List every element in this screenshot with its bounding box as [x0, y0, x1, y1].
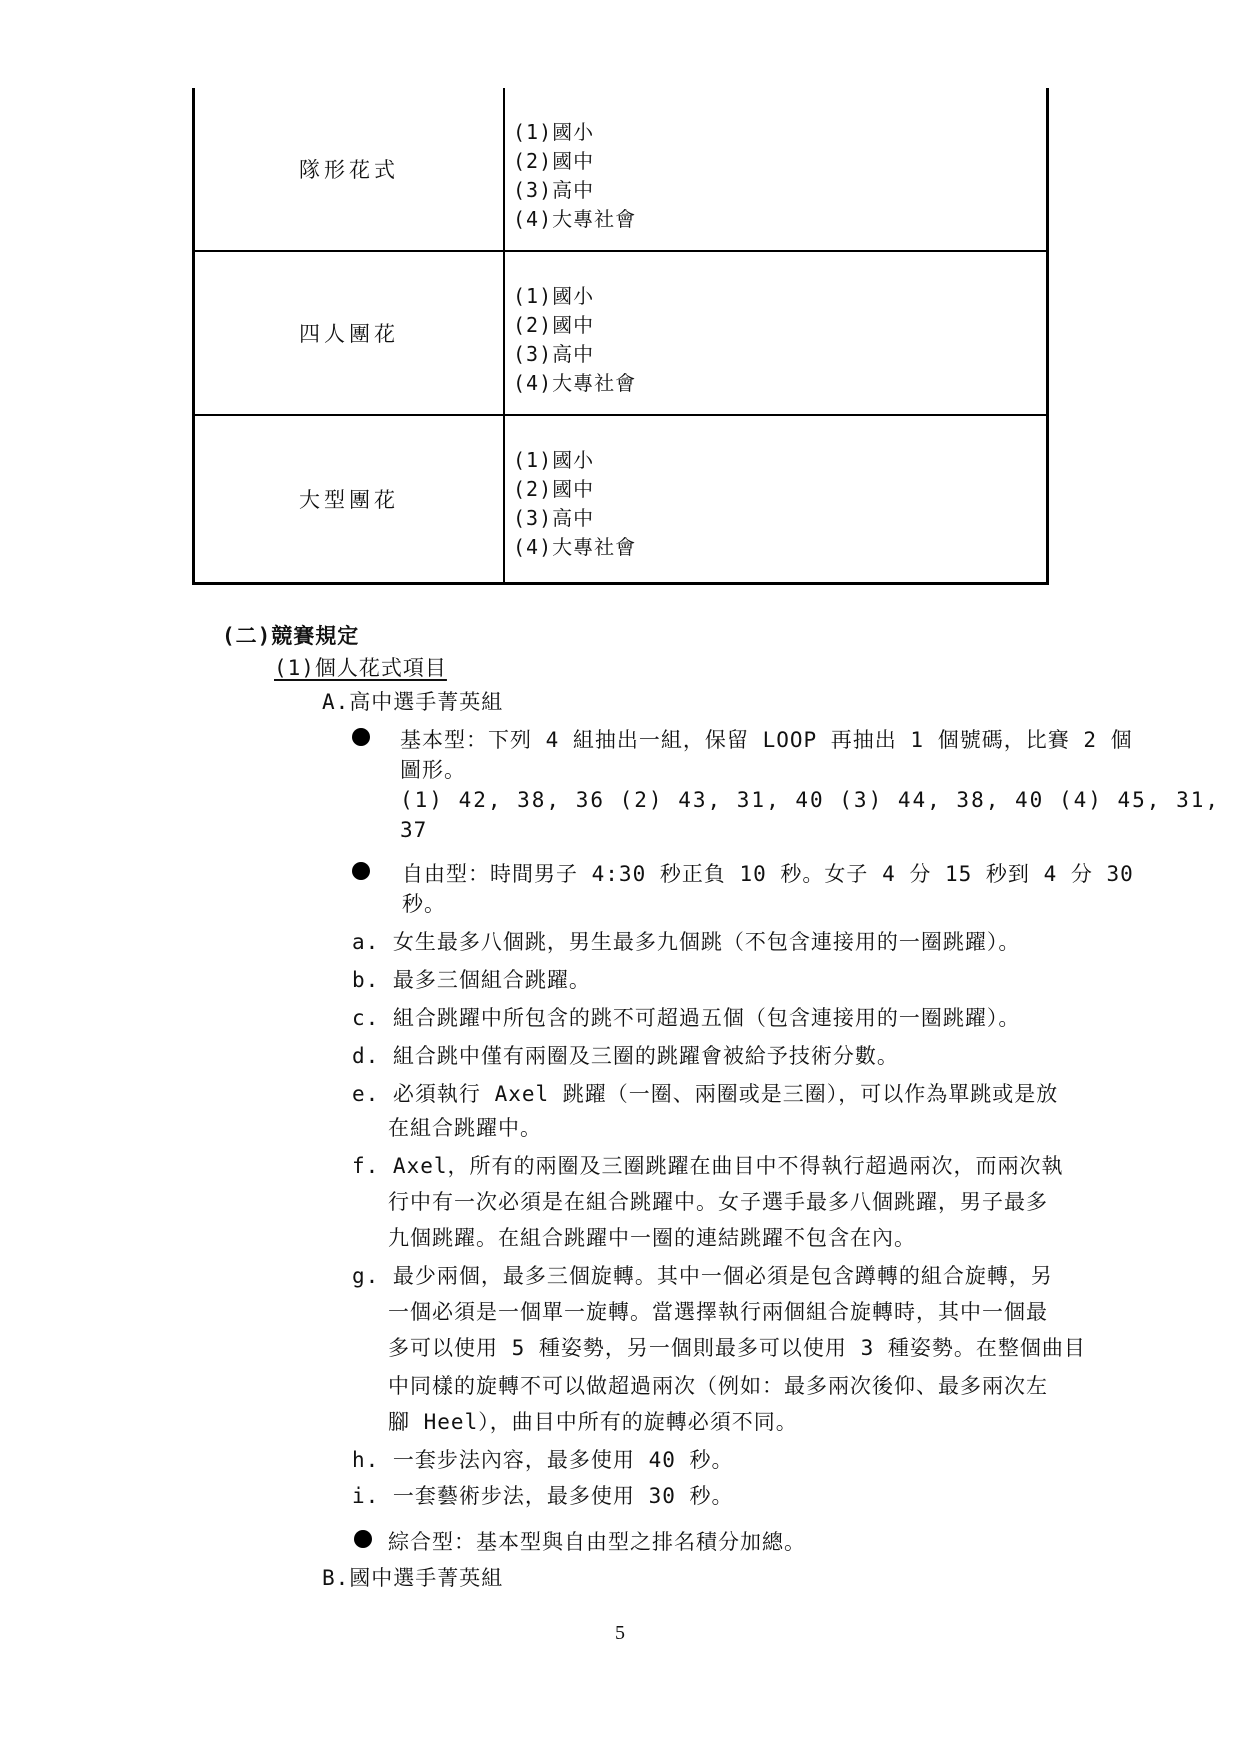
rule-item-continued: 行中有一次必須是在組合跳躍中。女子選手最多八個跳躍，男子最多: [388, 1190, 1048, 1214]
category-name: 隊形花式: [299, 158, 399, 182]
rule-item-continued: 中同樣的旋轉不可以做超過兩次（例如：最多兩次後仰、最多兩次左: [388, 1374, 1048, 1398]
group-a-title: A.高中選手菁英組: [322, 690, 504, 714]
group-b-title: B.國中選手菁英組: [322, 1566, 504, 1590]
column-divider: [503, 416, 505, 582]
category-name: 大型團花: [299, 488, 399, 512]
column-divider: [503, 252, 505, 414]
table-row: [195, 252, 1046, 416]
division-item: (1)國小: [513, 284, 595, 308]
division-list: [513, 446, 636, 562]
rule-item: h. 一套步法內容，最多使用 40 秒。: [352, 1448, 734, 1472]
category-name: 四人團花: [299, 322, 399, 346]
rule-item: b. 最多三個組合跳躍。: [352, 968, 591, 992]
rule-item: e. 必須執行 Axel 跳躍（一圈、兩圈或是三圈），可以作為單跳或是放: [352, 1082, 1059, 1106]
division-item: (2)國中: [513, 477, 595, 501]
bullet-icon: [352, 862, 370, 880]
division-item: (4)大專社會: [513, 207, 637, 231]
division-item: (3)高中: [513, 342, 595, 366]
free-type-line: 秒。: [402, 892, 446, 916]
rule-item-continued: 在組合跳躍中。: [388, 1116, 542, 1140]
rule-item: g. 最少兩個，最多三個旋轉。其中一個必須是包含蹲轉的組合旋轉，另: [352, 1264, 1053, 1288]
table-row: [195, 416, 1046, 582]
category-table: [192, 88, 1049, 585]
division-item: (3)高中: [513, 506, 595, 530]
rule-item-continued: 多可以使用 5 種姿勢，另一個則最多可以使用 3 種姿勢。在整個曲目: [388, 1336, 1086, 1360]
division-item: (1)國小: [513, 120, 595, 144]
rule-item: a. 女生最多八個跳，男生最多九個跳（不包含連接用的一圈跳躍）。: [352, 930, 1021, 954]
subsection-title: (1)個人花式項目: [274, 656, 447, 680]
bullet-icon: [352, 728, 370, 746]
rule-item: f. Axel，所有的兩圈及三圈跳躍在曲目中不得執行超過兩次，而兩次執: [352, 1154, 1064, 1178]
division-item: (1)國小: [513, 448, 595, 472]
free-type-line: 自由型：時間男子 4:30 秒正負 10 秒。女子 4 分 15 秒到 4 分 30: [402, 862, 1134, 886]
rule-item-continued: 九個跳躍。在組合跳躍中一圈的連結跳躍不包含在內。: [388, 1226, 916, 1250]
rule-item: c. 組合跳躍中所包含的跳不可超過五個（包含連接用的一圈跳躍）。: [352, 1006, 1021, 1030]
basic-type-figures: (1) 42, 38, 36 (2) 43, 31, 40 (3) 44, 38, 40 (4) 45, 31,: [400, 788, 1221, 812]
table-row: [195, 88, 1046, 252]
division-item: (2)國中: [513, 149, 595, 173]
column-divider: [503, 88, 505, 250]
rule-item-continued: 腳 Heel），曲目中所有的旋轉必須不同。: [388, 1410, 798, 1434]
page-number: 5: [615, 1622, 625, 1644]
division-item: (2)國中: [513, 313, 595, 337]
combined-type-line: 綜合型：基本型與自由型之排名積分加總。: [388, 1530, 806, 1554]
division-list: [513, 282, 636, 398]
rule-item: i. 一套藝術步法，最多使用 30 秒。: [352, 1484, 734, 1508]
bullet-icon: [354, 1530, 372, 1548]
division-item: (4)大專社會: [513, 535, 637, 559]
division-item: (4)大專社會: [513, 371, 637, 395]
basic-type-line: 基本型：下列 4 組抽出一組，保留 LOOP 再抽出 1 個號碼，比賽 2 個: [400, 728, 1133, 752]
basic-type-figures: 37: [400, 818, 428, 842]
division-item: (3)高中: [513, 178, 595, 202]
rule-item-continued: 一個必須是一個單一旋轉。當選擇執行兩個組合旋轉時，其中一個最: [388, 1300, 1048, 1324]
basic-type-line: 圖形。: [400, 758, 466, 782]
rule-item: d. 組合跳中僅有兩圈及三圈的跳躍會被給予技術分數。: [352, 1044, 899, 1068]
division-list: [513, 118, 636, 234]
section-title: (二)競賽規定: [222, 624, 360, 648]
